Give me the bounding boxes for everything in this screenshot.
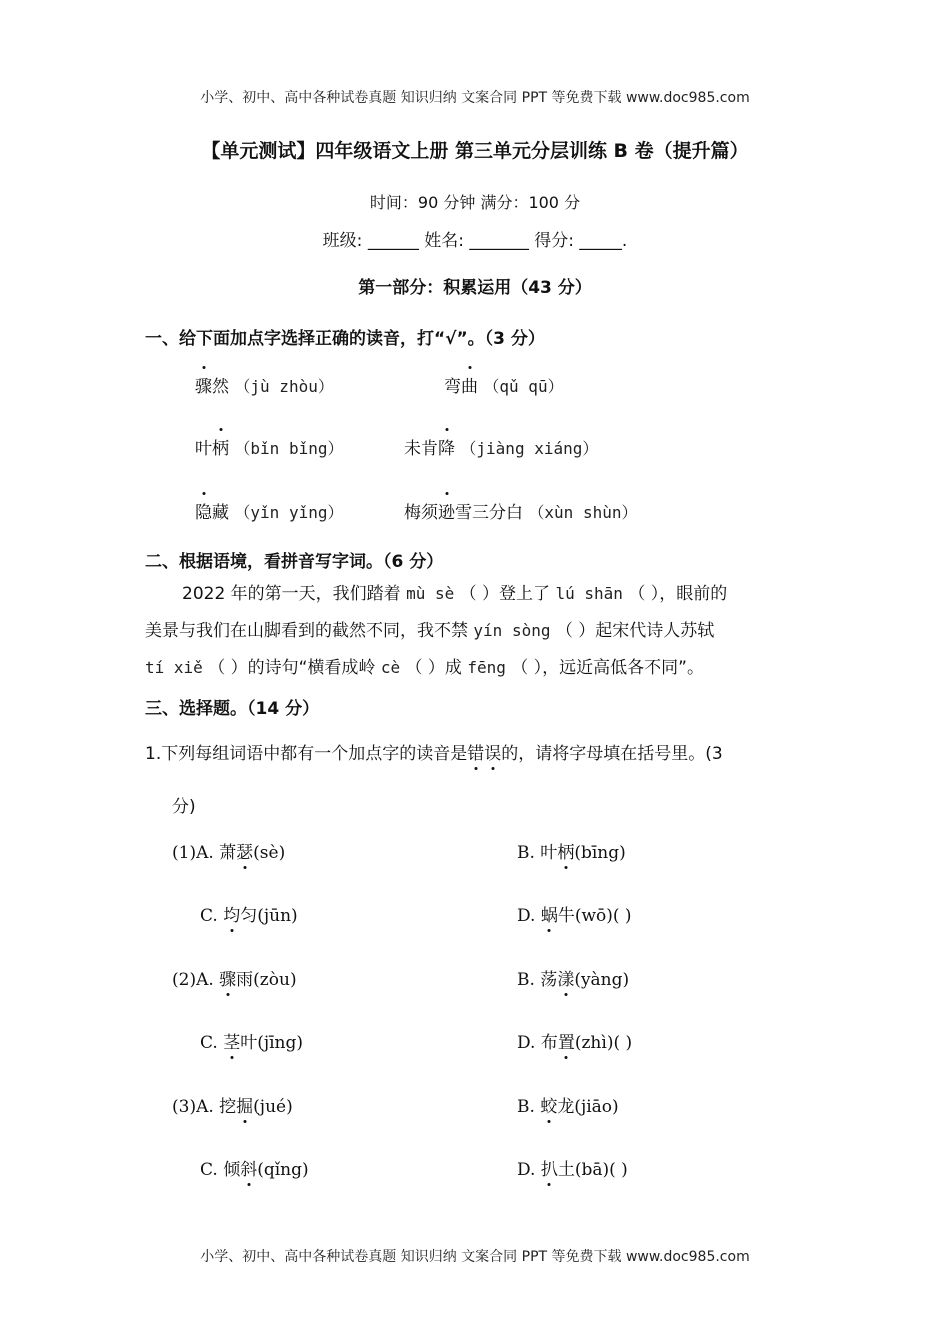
- q1-item-text: 梅须: [404, 503, 438, 523]
- q1-item-text: 藏: [212, 503, 229, 523]
- dotted-char: 曲: [461, 372, 478, 397]
- q2-line-1: [182, 575, 727, 613]
- choice-option: [172, 965, 297, 990]
- student-info-line: [0, 226, 950, 251]
- q2-pinyin: mù sè: [406, 584, 455, 603]
- dotted-char: 斜: [240, 1155, 257, 1180]
- dotted-char: 柄: [557, 838, 574, 863]
- q3-prompt-text: 1.下列每组词语中都有一个加点字的读音是: [145, 744, 468, 764]
- q2-text: （ ），远近高低各不同”。: [511, 658, 704, 678]
- q2-text: 美景与我们在山脚看到的截然不同，我不禁: [145, 621, 468, 641]
- option-text: 龙(jiāo): [557, 1097, 619, 1117]
- score-label: 得分:: [534, 231, 574, 251]
- q1-item: [404, 434, 598, 459]
- q1-item-text: 未肯: [404, 439, 438, 459]
- name-label: 姓名:: [424, 231, 464, 251]
- q2-text: （ ）起宋代诗人苏轼: [555, 621, 715, 641]
- q1-pinyin-options: （yǐn yǐng）: [234, 503, 344, 522]
- option-text: (bīng): [574, 843, 626, 863]
- option-text: (yàng): [574, 970, 630, 990]
- dotted-char: 扒: [541, 1155, 558, 1180]
- class-blank: ______: [367, 231, 419, 251]
- choice-option: [200, 1028, 303, 1053]
- dotted-char: 掘: [236, 1092, 253, 1117]
- dotted-char: 漾: [557, 965, 574, 990]
- q2-text: （ ）的诗句“横看成岭: [208, 658, 376, 678]
- q2-pinyin: tí xiě: [145, 658, 203, 677]
- part-one-heading: 第一部分：积累运用（43 分）: [358, 278, 592, 298]
- option-text: D. 布: [517, 1033, 558, 1053]
- dotted-char: 骤: [195, 372, 212, 397]
- q2-text: （ ）登上了: [459, 584, 551, 604]
- option-text: C.: [200, 1033, 224, 1053]
- q1-pinyin-options: （jiàng xiáng）: [460, 439, 599, 458]
- option-text: D.: [517, 906, 541, 926]
- dotted-char: 瑟: [236, 838, 253, 863]
- option-text: B. 荡: [517, 970, 558, 990]
- option-text: (2)A.: [172, 970, 220, 990]
- option-text: (3)A. 挖: [172, 1097, 237, 1117]
- q1-item-text: 然: [212, 377, 229, 397]
- choice-option: [517, 901, 632, 926]
- q1-item-text: 叶: [195, 439, 212, 459]
- dotted-char: 降: [438, 434, 455, 459]
- q3-sub1-prompt: [145, 739, 723, 764]
- q3-heading: 三、选择题。（14 分）: [145, 699, 320, 719]
- q2-line-2: [145, 612, 714, 650]
- option-text: B.: [517, 1097, 541, 1117]
- q2-pinyin: yín sòng: [473, 621, 551, 640]
- choice-option: [517, 838, 626, 863]
- q2-text: （ ），眼前的: [628, 584, 728, 604]
- q2-pinyin: lú shān: [555, 584, 623, 603]
- option-text: D.: [517, 1160, 541, 1180]
- q1-item: [444, 372, 564, 397]
- q2-line-3: [145, 649, 704, 687]
- class-label: 班级:: [322, 231, 363, 251]
- choice-option: [517, 965, 629, 990]
- q3-sub1-prompt-cont: 分): [172, 797, 196, 817]
- q1-pinyin-options: （bǐn bǐng）: [234, 439, 344, 458]
- choice-option: [200, 1155, 309, 1180]
- time-info: 时间：90 分钟 满分：100 分: [369, 193, 581, 212]
- option-text: (zhì)( ): [574, 1033, 633, 1053]
- dotted-char: 错: [467, 739, 484, 764]
- name-blank: _______: [469, 231, 529, 251]
- q1-pinyin-options: （qǔ qū）: [483, 377, 564, 396]
- q1-item: [195, 498, 343, 523]
- choice-option: [172, 838, 285, 863]
- score-blank: _____.: [579, 231, 628, 251]
- dotted-char: 柄: [212, 434, 229, 459]
- choice-option: [200, 901, 298, 926]
- q1-item-text: 弯: [444, 377, 461, 397]
- q1-item-text: 雪三分白: [455, 503, 523, 523]
- choice-option: [517, 1028, 632, 1053]
- choice-option: [517, 1092, 619, 1117]
- dotted-char: 置: [558, 1028, 575, 1053]
- option-text: 叶(jīng): [240, 1033, 304, 1053]
- dotted-char: 均: [223, 901, 240, 926]
- q1-item: [404, 498, 637, 523]
- q1-pinyin-options: （jù zhòu）: [234, 377, 334, 396]
- dotted-char: 蜗: [541, 901, 558, 926]
- q2-pinyin: cè: [380, 658, 401, 677]
- q2-text: 2022 年的第一天，我们踏着: [182, 584, 401, 604]
- choice-option: [517, 1155, 628, 1180]
- dotted-char: 蛟: [540, 1092, 557, 1117]
- header-banner: 小学、初中、高中各种试卷真题 知识归纳 文案合同 PPT 等免费下载 www.doc985.com: [200, 90, 750, 106]
- option-text: (jué): [253, 1097, 293, 1117]
- q2-pinyin: fēng: [467, 658, 506, 677]
- option-text: (1)A. 萧: [172, 843, 237, 863]
- option-text: C. 倾: [200, 1160, 241, 1180]
- dotted-char: 误: [484, 739, 501, 764]
- option-text: 土(bā)( ): [557, 1160, 628, 1180]
- q1-pinyin-options: （xùn shùn）: [528, 503, 638, 522]
- option-text: 雨(zòu): [236, 970, 297, 990]
- q1-item: [195, 434, 343, 459]
- option-text: C.: [200, 906, 224, 926]
- option-text: B. 叶: [517, 843, 558, 863]
- option-text: (sè): [253, 843, 286, 863]
- option-text: (qǐng): [257, 1160, 309, 1180]
- q2-text: （ ）成: [405, 658, 462, 678]
- option-text: 牛(wō)( ): [557, 906, 632, 926]
- q1-item: [195, 372, 334, 397]
- q3-prompt-text: 的，请将字母填在括号里。(3: [501, 744, 723, 764]
- option-text: 匀(jūn): [240, 906, 298, 926]
- dotted-char: 隐: [195, 498, 212, 523]
- q1-heading: 一、给下面加点字选择正确的读音，打“√”。（3 分）: [145, 329, 545, 349]
- dotted-char: 逊: [438, 498, 455, 523]
- dotted-char: 茎: [223, 1028, 240, 1053]
- dotted-char: 骤: [219, 965, 236, 990]
- footer-banner: 小学、初中、高中各种试卷真题 知识归纳 文案合同 PPT 等免费下载 www.doc985.com: [200, 1249, 750, 1265]
- q2-heading: 二、根据语境，看拼音写字词。（6 分）: [145, 552, 444, 572]
- page-title: 【单元测试】四年级语文上册 第三单元分层训练 B 卷（提升篇）: [201, 140, 749, 162]
- choice-option: [172, 1092, 293, 1117]
